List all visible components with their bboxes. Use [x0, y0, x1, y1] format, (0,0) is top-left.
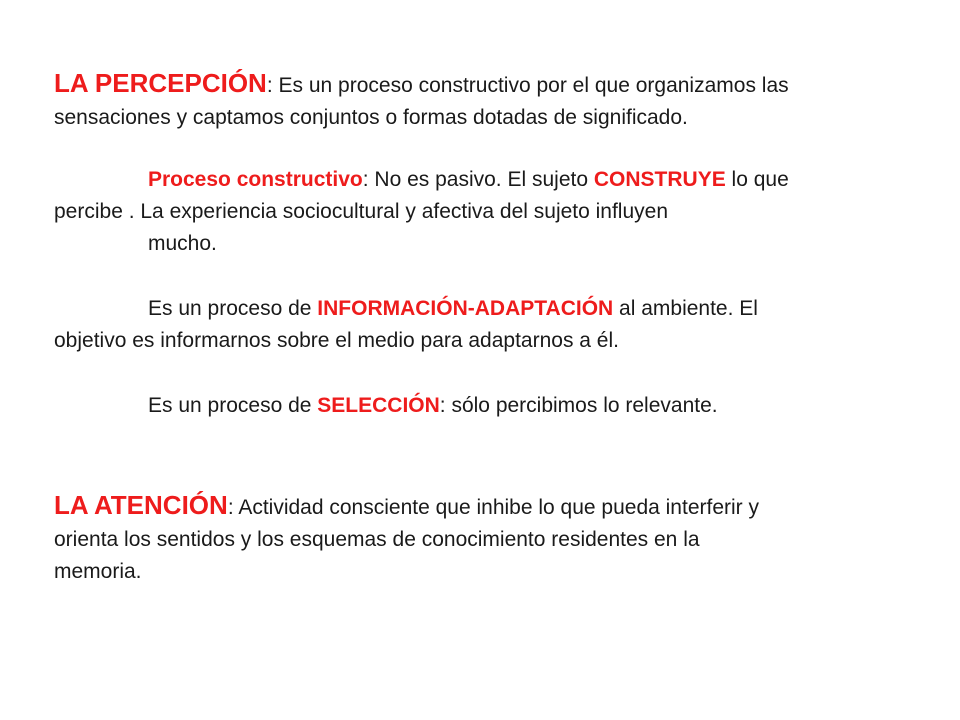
- atencion-definition-text-2: orienta los sentidos y los esquemas de conocimiento residentes en la: [54, 528, 700, 551]
- constructivo-line-1: [54, 164, 904, 196]
- percepcion-definition: [54, 67, 904, 134]
- adaptacion-line-2: objetivo es informarnos sobre el medio para adaptarnos a él.: [54, 329, 619, 352]
- construye-keyword: CONSTRUYE: [593, 168, 726, 191]
- adaptacion-text-b: al ambiente. El: [613, 297, 758, 320]
- percepcion-definition-text-2: sensaciones y captamos conjuntos o formas dotadas de significado.: [54, 106, 688, 129]
- atencion-definition-text-3: memoria.: [54, 560, 142, 583]
- adaptacion-keyword: INFORMACIÓN-ADAPTACIÓN: [317, 297, 614, 320]
- constructivo-line-3: mucho.: [148, 232, 217, 255]
- percepcion-line-1: [54, 67, 904, 102]
- atencion-definition: [54, 489, 904, 588]
- percepcion-colon: :: [266, 74, 273, 97]
- constructivo-paragraph: [54, 164, 904, 260]
- seleccion-text-b: : sólo percibimos lo relevante.: [439, 394, 718, 417]
- adaptacion-line-1: [54, 293, 904, 325]
- constructivo-text-a: : No es pasivo. El sujeto: [362, 168, 594, 191]
- atencion-definition-text-1: Actividad consciente que inhibe lo que pueda interferir y: [233, 496, 759, 519]
- atencion-line-1: [54, 489, 904, 524]
- constructivo-text-b: lo que: [725, 168, 789, 191]
- atencion-heading: LA ATENCIÓN: [54, 490, 228, 520]
- seleccion-line-1: [54, 390, 904, 422]
- adaptacion-text-a: Es un proceso de: [148, 297, 318, 320]
- constructivo-term: Proceso constructivo: [148, 168, 363, 191]
- constructivo-line-2: percibe . La experiencia sociocultural y afectiva del sujeto influyen: [54, 200, 669, 223]
- seleccion-text-a: Es un proceso de: [148, 394, 318, 417]
- percepcion-definition-text-1: Es un proceso constructivo por el que organizamos las: [272, 74, 789, 97]
- adaptacion-paragraph: [54, 293, 904, 357]
- percepcion-heading: LA PERCEPCIÓN: [54, 68, 267, 98]
- atencion-colon: :: [227, 496, 234, 519]
- seleccion-keyword: SELECCIÓN: [317, 394, 440, 417]
- seleccion-paragraph: [54, 390, 904, 422]
